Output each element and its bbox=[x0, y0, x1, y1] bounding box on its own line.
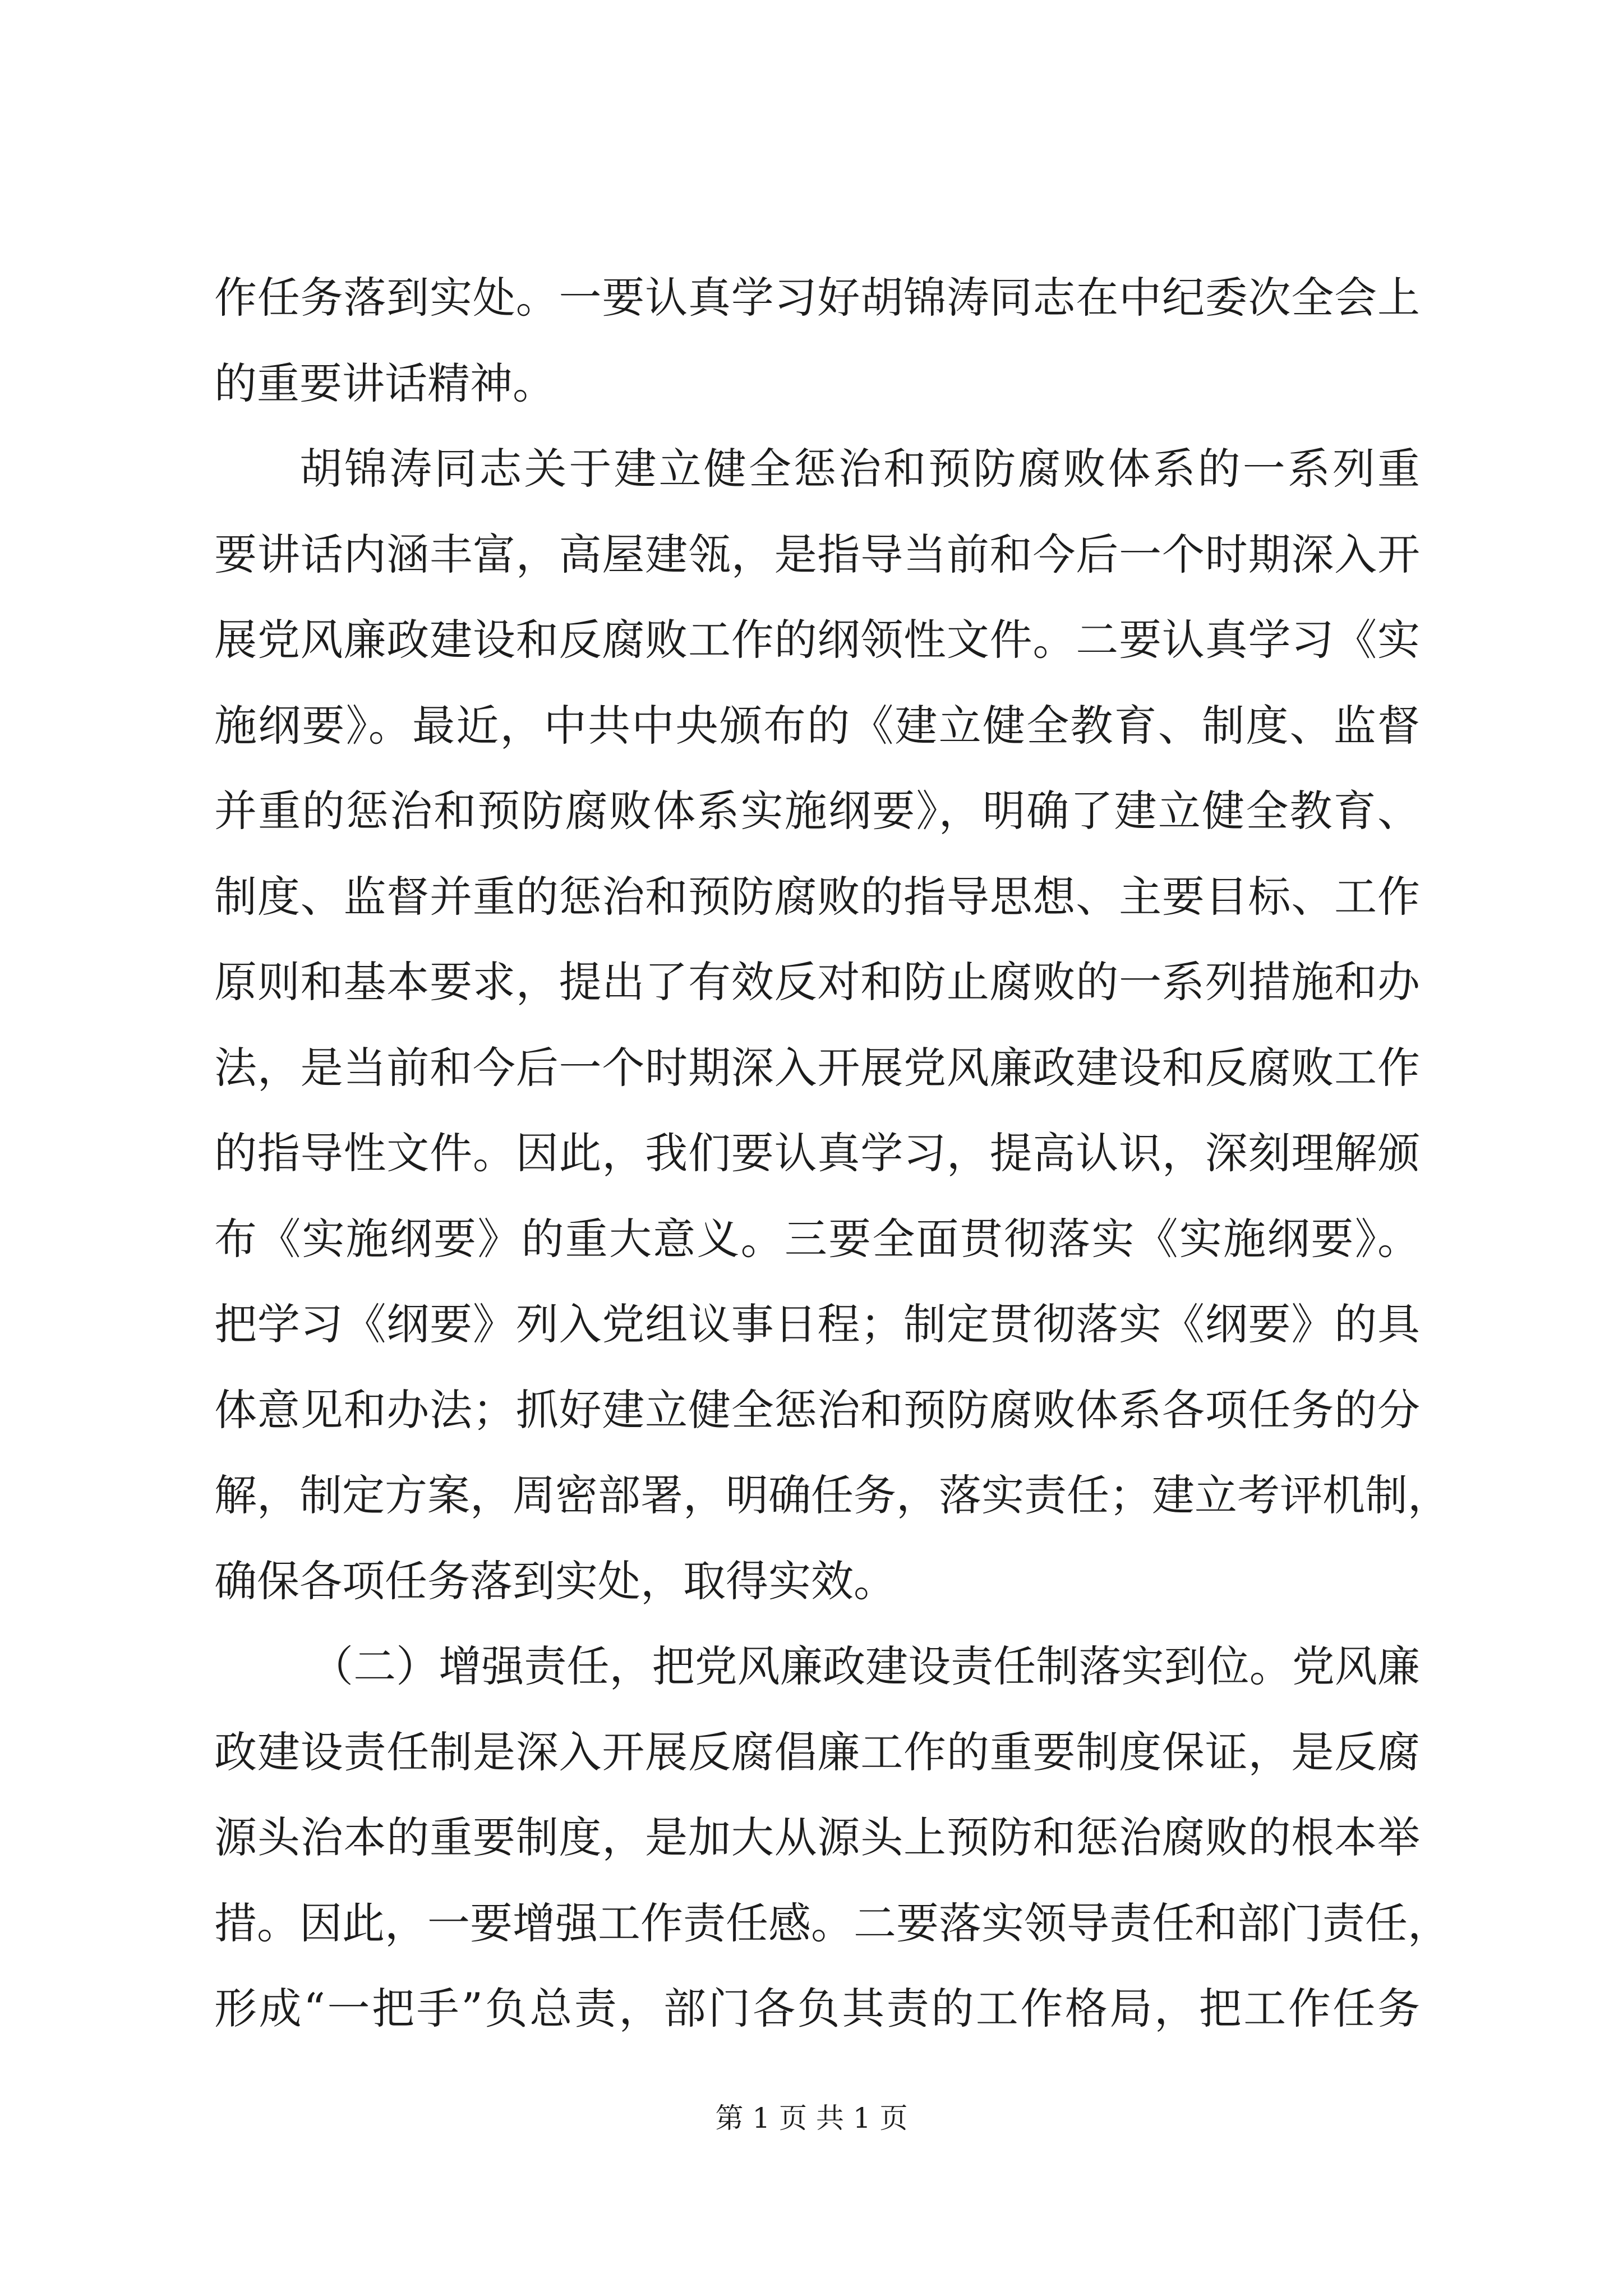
text-line: 的重要讲话精神。 bbox=[214, 358, 555, 408]
text-line: 确保各项任务落到实处，取得实效。 bbox=[214, 1556, 896, 1606]
text-line: 展党风廉政建设和反腐败工作的纲领性文件。二要认真学习《实 bbox=[214, 615, 1420, 665]
document-body bbox=[214, 255, 1450, 2052]
text-line: 并重的惩治和预防腐败体系实施纲要》，明确了建立健全教育、 bbox=[214, 786, 1420, 836]
text-line: 原则和基本要求，提出了有效反对和防止腐败的一系列措施和办 bbox=[214, 957, 1420, 1007]
text-line: 施纲要》。最近，中共中央颁布的《建立健全教育、制度、监督 bbox=[214, 700, 1420, 751]
text-line: 把学习《纲要》列入党组议事日程；制定贯彻落实《纲要》的具 bbox=[214, 1299, 1420, 1349]
text-line: 的指导性文件。因此，我们要认真学习，提高认识，深刻理解颁 bbox=[214, 1128, 1420, 1178]
text-line: 措。因此，一要增强工作责任感。二要落实领导责任和部门责任， bbox=[214, 1898, 1450, 1948]
text-line: 作任务落到实处。一要认真学习好胡锦涛同志在中纪委次全会上 bbox=[214, 273, 1420, 323]
text-line: 制度、监督并重的惩治和预防腐败的指导思想、主要目标、工作 bbox=[214, 871, 1420, 922]
text-line: 体意见和办法；抓好建立健全惩治和预防腐败体系各项任务的分 bbox=[214, 1384, 1420, 1435]
paragraph-first-line: 胡锦涛同志关于建立健全惩治和预防腐败体系的一系列重 bbox=[299, 444, 1420, 494]
text-line: 解，制定方案，周密部署，明确任务，落实责任；建立考评机制， bbox=[214, 1470, 1450, 1520]
text-line: 形成“一把手”负总责，部门各负其责的工作格局，把工作任务 bbox=[214, 1984, 1420, 2033]
page-footer bbox=[0, 2101, 1623, 2135]
text-line: 法，是当前和今后一个时期深入开展党风廉政建设和反腐败工作 bbox=[214, 1042, 1420, 1093]
text-line: 要讲话内涵丰富，高屋建瓴，是指导当前和今后一个时期深入开 bbox=[214, 529, 1420, 579]
text-line: 源头治本的重要制度，是加大从源头上预防和惩治腐败的根本举 bbox=[214, 1812, 1420, 1862]
text-line: 布《实施纲要》的重大意义。三要全面贯彻落实《实施纲要》。 bbox=[214, 1213, 1420, 1264]
text-line: 政建设责任制是深入开展反腐倡廉工作的重要制度保证，是反腐 bbox=[214, 1727, 1420, 1777]
page-number-label: 第 1 页 共 1 页 bbox=[715, 2102, 908, 2134]
section-heading-line: （二）增强责任，把党风廉政建设责任制落实到位。党风廉 bbox=[311, 1641, 1420, 1691]
